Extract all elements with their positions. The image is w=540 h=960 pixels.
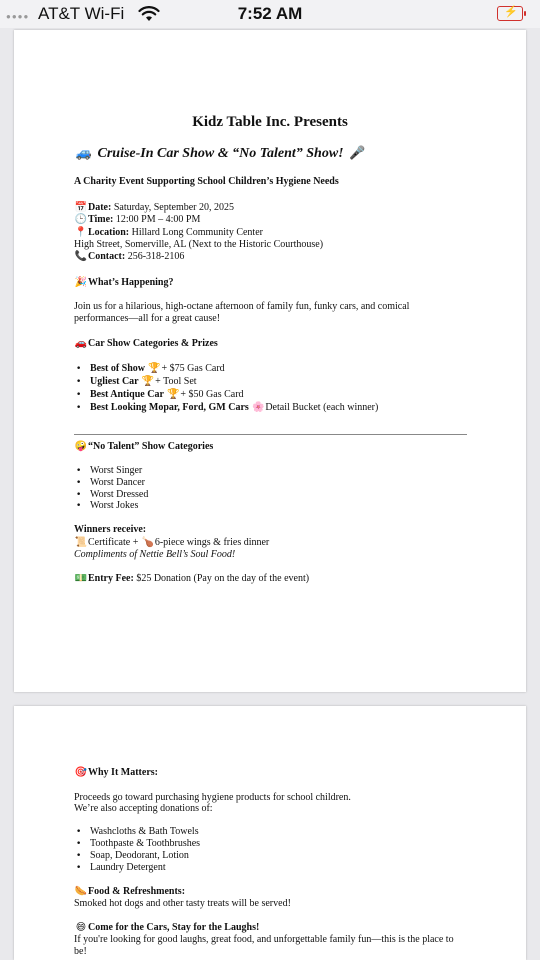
race-car-icon: 🚗 <box>74 338 88 349</box>
signal-dots-icon: ●●●● <box>6 12 30 21</box>
sparkle-icon: 🌸 <box>252 402 265 413</box>
list-item: • Best Looking Mopar, Ford, GM Cars 🌸Detail Bucket (each winner) <box>90 402 378 414</box>
winners-prize-line: 📜Certificate + 🍗6-piece wings & fries dinner <box>74 537 270 548</box>
address-line: High Street, Somerville, AL (Next to the Historic Courthouse) <box>74 239 324 250</box>
crazy-face-icon: 🤪 <box>74 441 88 452</box>
trophy-icon: 🏆 <box>141 376 155 387</box>
event-subtitle: A Charity Event Supporting School Children’s Hygiene Needs <box>74 176 339 187</box>
trophy-icon: 🏆 <box>167 389 180 400</box>
car-icon: 🚙 <box>75 146 93 161</box>
list-item: • Worst Jokes <box>90 500 138 512</box>
time-line: 🕒Time: 12:00 PM – 4:00 PM <box>74 214 201 225</box>
happening-line-2: performances—all for a great cause! <box>74 313 221 324</box>
target-icon: 🎯 <box>74 767 88 778</box>
come-line-1: If you're looking for good laughs, great food, and unforgettable family fun—this is the place to <box>74 934 454 945</box>
food-line: Smoked hot dogs and other tasty treats will be served! <box>74 898 291 909</box>
pin-icon: 📍 <box>74 227 88 238</box>
clock-icon: 🕒 <box>74 214 88 225</box>
scroll-icon: 📜 <box>74 537 88 548</box>
clock-time: 7:52 AM <box>237 4 303 23</box>
microphone-icon: 🎤 <box>349 146 366 161</box>
why-heading: 🎯Why It Matters: <box>74 767 158 778</box>
carrier-label: AT&T Wi-Fi <box>38 4 125 23</box>
presents-heading: Kidz Table Inc. Presents <box>192 114 348 130</box>
document-page-2[interactable] <box>14 706 526 960</box>
battery-charging-icon: ⚡ <box>497 6 523 21</box>
winners-heading: Winners receive: <box>74 524 147 535</box>
come-line-2: be! <box>74 946 87 957</box>
status-bar <box>0 0 540 28</box>
come-heading: 😄 Come for the Cars, Stay for the Laughs! <box>75 922 260 933</box>
list-item: • Worst Dancer <box>90 477 145 489</box>
list-item: • Worst Singer <box>90 465 142 477</box>
section-divider <box>74 434 467 435</box>
list-item: • Washcloths & Bath Towels <box>90 826 199 838</box>
why-line-1: Proceeds go toward purchasing hygiene products for school children. <box>74 792 351 803</box>
compliments-line: Compliments of Nettie Bell’s Soul Food! <box>74 549 236 560</box>
contact-line: 📞Contact: 256-318-2106 <box>74 251 185 262</box>
entry-fee-line: 💵Entry Fee: $25 Donation (Pay on the day of the event) <box>74 573 310 584</box>
hot-dog-icon: 🌭 <box>74 886 88 897</box>
food-heading: 🌭Food & Refreshments: <box>74 886 186 897</box>
location-line: 📍Location: Hillard Long Community Center <box>74 227 263 238</box>
party-icon: 🎉 <box>74 277 88 288</box>
list-item: • Best of Show 🏆+ $75 Gas Card <box>90 363 225 375</box>
list-item: • Best Antique Car 🏆+ $50 Gas Card <box>90 389 244 401</box>
list-item: • Worst Dressed <box>90 489 148 501</box>
trophy-icon: 🏆 <box>148 363 161 374</box>
car-show-heading: 🚗Car Show Categories & Prizes <box>74 338 218 349</box>
no-talent-heading: 🤪“No Talent” Show Categories <box>74 441 214 452</box>
list-item: • Laundry Detergent <box>90 862 166 874</box>
chicken-wing-icon: 🍗 <box>141 537 155 548</box>
event-title-text: Cruise-In Car Show & “No Talent” Show! <box>97 146 344 161</box>
calendar-icon: 📅 <box>74 202 88 213</box>
happening-line-1: Join us for a hilarious, high-octane afternoon of family fun, funky cars, and comical <box>74 301 410 312</box>
why-line-2: We’re also accepting donations of: <box>74 803 213 814</box>
date-line: 📅Date: Saturday, September 20, 2025 <box>74 202 234 213</box>
list-item: • Ugliest Car 🏆+ Tool Set <box>90 376 197 388</box>
phone-icon: 📞 <box>74 251 88 262</box>
list-item: • Toothpaste & Toothbrushes <box>90 838 200 850</box>
document-page-1[interactable] <box>14 30 526 692</box>
money-icon: 💵 <box>74 573 88 584</box>
laughing-face-icon: 😄 <box>75 922 87 933</box>
list-item: • Soap, Deodorant, Lotion <box>90 850 189 862</box>
event-title <box>74 146 367 162</box>
happening-heading: 🎉What’s Happening? <box>74 277 174 288</box>
